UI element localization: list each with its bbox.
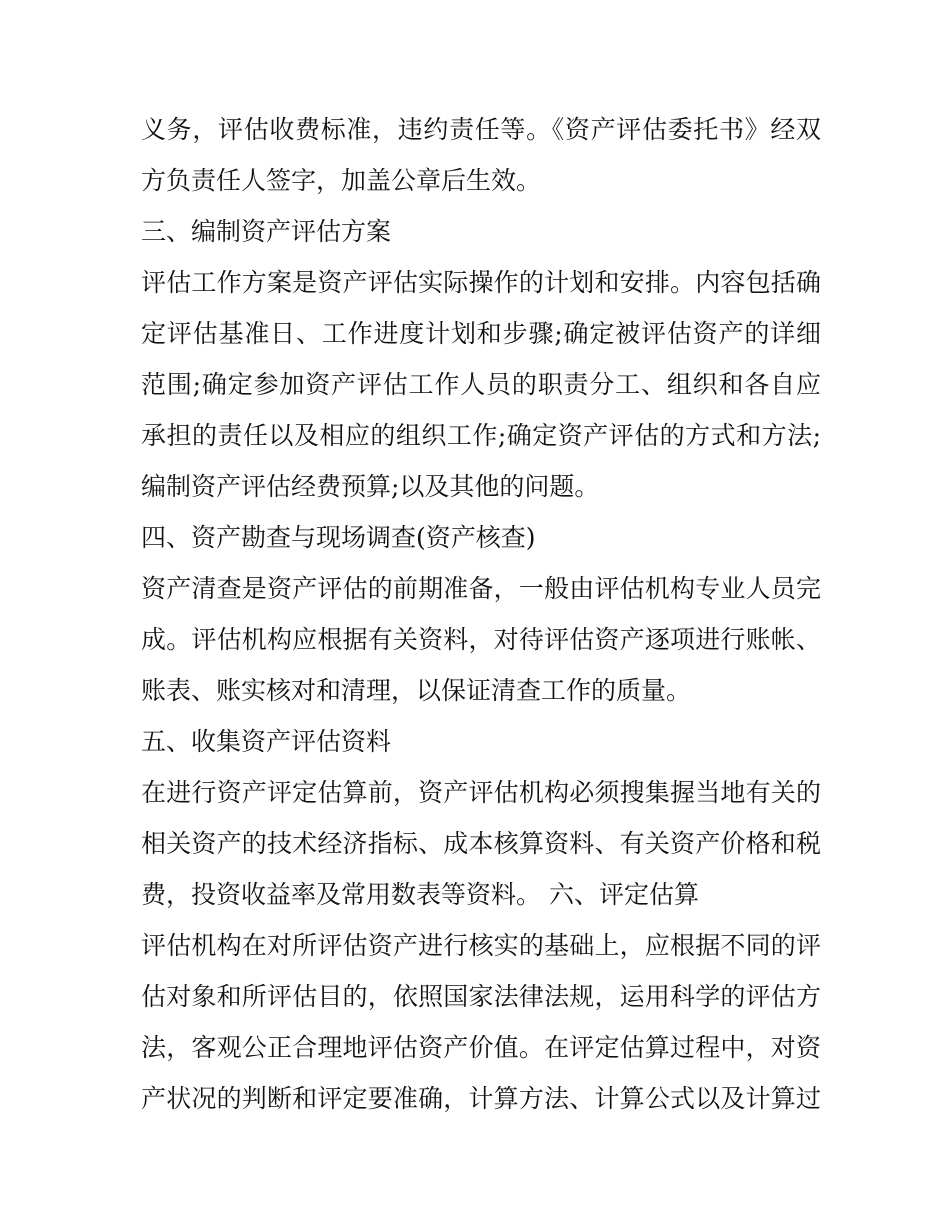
text-line: 成。评估机构应根据有关资料，对待评估资产逐项进行账帐、 xyxy=(141,625,821,654)
text-line: 账表、账实核对和清理，以保证清查工作的质量。 xyxy=(141,676,692,705)
text-line: 方负责任人签字，加盖公章后生效。 xyxy=(141,166,542,195)
text-line: 五、收集资产评估资料 xyxy=(141,727,392,756)
text-line: 资产清查是资产评估的前期准备，一般由评估机构专业人员完 xyxy=(141,574,821,603)
text-line: 估对象和所评估目的，依照国家法律法规，运用科学的评估方 xyxy=(141,982,821,1011)
document-body xyxy=(141,104,821,1124)
text-line: 相关资产的技术经济指标、成本核算资料、有关资产价格和税 xyxy=(141,829,821,858)
text-line: 评估机构在对所评估资产进行核实的基础上，应根据不同的评 xyxy=(141,931,821,960)
text-line: 费，投资收益率及常用数表等资料。 六、评定估算 xyxy=(141,880,699,909)
text-line: 义务，评估收费标准，违约责任等。《资产评估委托书》经双 xyxy=(141,115,821,144)
text-line: 产状况的判断和评定要准确，计算方法、计算公式以及计算过 xyxy=(141,1084,821,1113)
text-line: 评估工作方案是资产评估实际操作的计划和安排。内容包括确 xyxy=(141,268,821,297)
text-line: 法，客观公正合理地评估资产价值。在评定估算过程中，对资 xyxy=(141,1033,821,1062)
text-line: 编制资产评估经费预算;以及其他的问题。 xyxy=(141,472,600,501)
text-line: 承担的责任以及相应的组织工作;确定资产评估的方式和方法; xyxy=(141,421,821,450)
text-line: 三、编制资产评估方案 xyxy=(141,217,392,246)
text-line: 范围;确定参加资产评估工作人员的职责分工、组织和各自应 xyxy=(141,370,821,399)
text-line: 四、资产勘查与现场调查(资产核查) xyxy=(141,523,536,552)
text-line: 在进行资产评定估算前，资产评估机构必须搜集握当地有关的 xyxy=(141,778,821,807)
text-line: 定评估基准日、工作进度计划和步骤;确定被评估资产的详细 xyxy=(141,319,821,348)
